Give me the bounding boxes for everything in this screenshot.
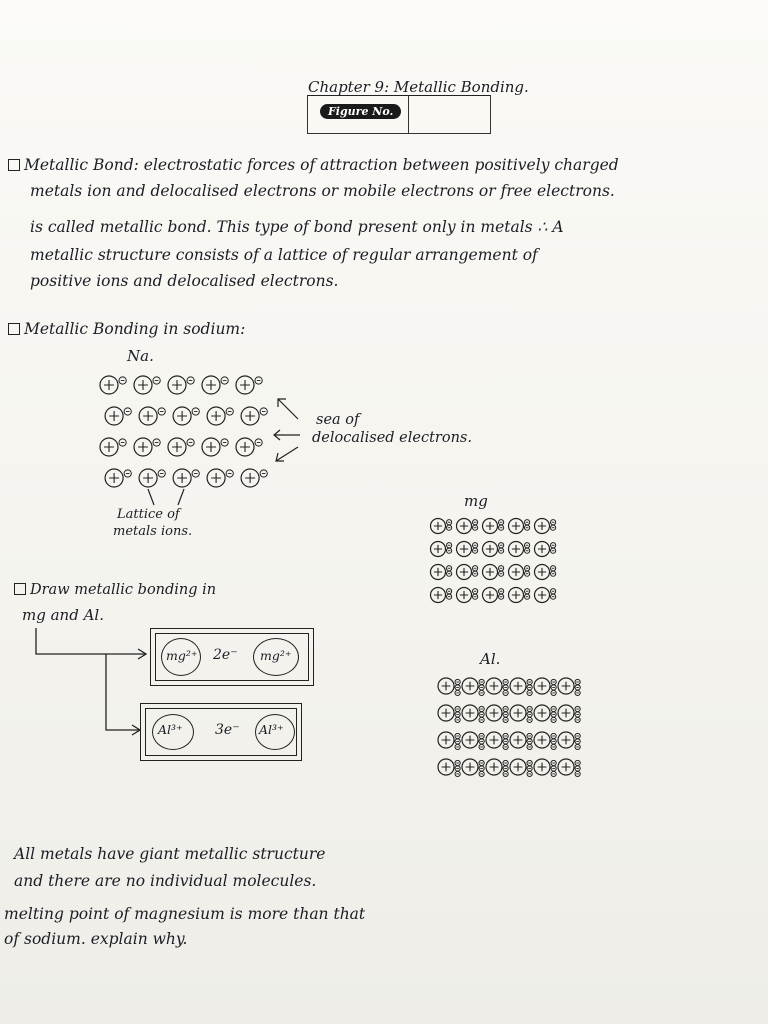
plus-sign-icon xyxy=(538,545,546,553)
al-electrons-label: 3e⁻ xyxy=(215,722,240,738)
plus-sign-icon xyxy=(512,522,520,530)
mg-lattice-label: mg xyxy=(464,492,488,510)
plus-sign-icon xyxy=(434,568,442,576)
figure-number-box xyxy=(307,95,491,134)
mg-ion-label-2: mg²⁺ xyxy=(260,648,292,663)
plus-sign-icon xyxy=(434,522,442,530)
plus-sign-icon xyxy=(460,545,468,553)
plus-sign-icon xyxy=(514,709,523,718)
al-ion-label: Al³⁺ xyxy=(158,722,183,737)
plus-sign-icon xyxy=(143,411,153,421)
plus-sign-icon xyxy=(466,763,475,772)
plus-sign-icon xyxy=(490,709,499,718)
al-lattice-label: Al. xyxy=(480,650,501,668)
footer-line-3: melting point of magnesium is more than that xyxy=(4,905,366,923)
al-ion-label-2: Al³⁺ xyxy=(259,722,284,737)
plus-sign-icon xyxy=(562,763,571,772)
definition-line-2: metals ion and delocalised electrons or mobile electrons or free electrons. xyxy=(30,182,615,200)
draw-connector-lines xyxy=(28,628,158,738)
mg-electrons-label: 2e⁻ xyxy=(213,647,238,663)
sodium-heading: Metallic Bonding in sodium: xyxy=(8,320,245,338)
plus-sign-icon xyxy=(460,522,468,530)
plus-sign-icon xyxy=(240,380,250,390)
figure-label: Figure No. xyxy=(320,104,401,119)
plus-sign-icon xyxy=(177,411,187,421)
plus-sign-icon xyxy=(538,591,546,599)
plus-sign-icon xyxy=(434,545,442,553)
bullet-box-icon xyxy=(8,159,20,171)
plus-sign-icon xyxy=(514,682,523,691)
plus-sign-icon xyxy=(442,682,451,691)
figure-box-divider xyxy=(408,96,409,133)
bullet-box-icon xyxy=(14,583,26,595)
plus-sign-icon xyxy=(211,473,221,483)
aluminium-lattice-diagram xyxy=(436,672,596,794)
plus-sign-icon xyxy=(514,736,523,745)
sea-label-1: sea of xyxy=(316,412,360,428)
plus-sign-icon xyxy=(442,736,451,745)
page-title: Chapter 9: Metallic Bonding. xyxy=(308,78,529,96)
sodium-arrows xyxy=(260,395,320,475)
plus-sign-icon xyxy=(460,591,468,599)
plus-sign-icon xyxy=(538,522,546,530)
plus-sign-icon xyxy=(562,682,571,691)
definition-line-4: metallic structure consists of a lattice of regular arrangement of xyxy=(30,246,538,264)
plus-sign-icon xyxy=(240,442,250,452)
plus-sign-icon xyxy=(245,473,255,483)
plus-sign-icon xyxy=(538,568,546,576)
magnesium-lattice-diagram xyxy=(428,512,568,612)
plus-sign-icon xyxy=(486,568,494,576)
definition-line-3: is called metallic bond. This type of bond present only in metals ∴ A xyxy=(30,218,564,236)
plus-sign-icon xyxy=(486,591,494,599)
bullet-box-icon xyxy=(8,323,20,335)
draw-heading-1: Draw metallic bonding in xyxy=(14,582,216,598)
plus-sign-icon xyxy=(490,763,499,772)
plus-sign-icon xyxy=(486,522,494,530)
footer-line-4: of sodium. explain why. xyxy=(4,930,188,948)
plus-sign-icon xyxy=(206,442,216,452)
plus-sign-icon xyxy=(206,380,216,390)
plus-sign-icon xyxy=(104,442,114,452)
plus-sign-icon xyxy=(245,411,255,421)
plus-sign-icon xyxy=(442,763,451,772)
definition-line-5: positive ions and delocalised electrons. xyxy=(30,272,339,290)
plus-sign-icon xyxy=(466,682,475,691)
plus-sign-icon xyxy=(512,591,520,599)
plus-sign-icon xyxy=(538,682,547,691)
definition-line-1: Metallic Bond: electrostatic forces of attraction between positively charged xyxy=(8,156,619,174)
lattice-label-1: Lattice of xyxy=(117,507,180,522)
plus-sign-icon xyxy=(490,736,499,745)
sodium-lattice-diagram xyxy=(95,365,275,495)
plus-sign-icon xyxy=(512,545,520,553)
plus-sign-icon xyxy=(538,736,547,745)
lattice-label-2: metals ions. xyxy=(113,524,193,539)
plus-sign-icon xyxy=(109,473,119,483)
plus-sign-icon xyxy=(172,442,182,452)
plus-sign-icon xyxy=(562,736,571,745)
plus-sign-icon xyxy=(460,568,468,576)
plus-sign-icon xyxy=(562,709,571,718)
draw-heading-2: mg and Al. xyxy=(22,606,104,624)
mg-bonding-box xyxy=(150,628,314,686)
plus-sign-icon xyxy=(442,709,451,718)
plus-sign-icon xyxy=(466,736,475,745)
plus-sign-icon xyxy=(512,568,520,576)
footer-line-1: All metals have giant metallic structure xyxy=(14,845,326,863)
footer-line-2: and there are no individual molecules. xyxy=(14,872,317,890)
plus-sign-icon xyxy=(138,442,148,452)
plus-sign-icon xyxy=(177,473,187,483)
plus-sign-icon xyxy=(211,411,221,421)
plus-sign-icon xyxy=(538,763,547,772)
plus-sign-icon xyxy=(109,411,119,421)
plus-sign-icon xyxy=(138,380,148,390)
plus-sign-icon xyxy=(490,682,499,691)
plus-sign-icon xyxy=(486,545,494,553)
plus-sign-icon xyxy=(143,473,153,483)
mg-ion-label: mg²⁺ xyxy=(166,648,198,663)
plus-sign-icon xyxy=(466,709,475,718)
plus-sign-icon xyxy=(514,763,523,772)
plus-sign-icon xyxy=(104,380,114,390)
plus-sign-icon xyxy=(172,380,182,390)
plus-sign-icon xyxy=(434,591,442,599)
sea-label-2: delocalised electrons. xyxy=(312,430,472,446)
plus-sign-icon xyxy=(538,709,547,718)
sodium-element-label: Na. xyxy=(127,347,154,365)
al-bonding-box xyxy=(140,703,302,761)
